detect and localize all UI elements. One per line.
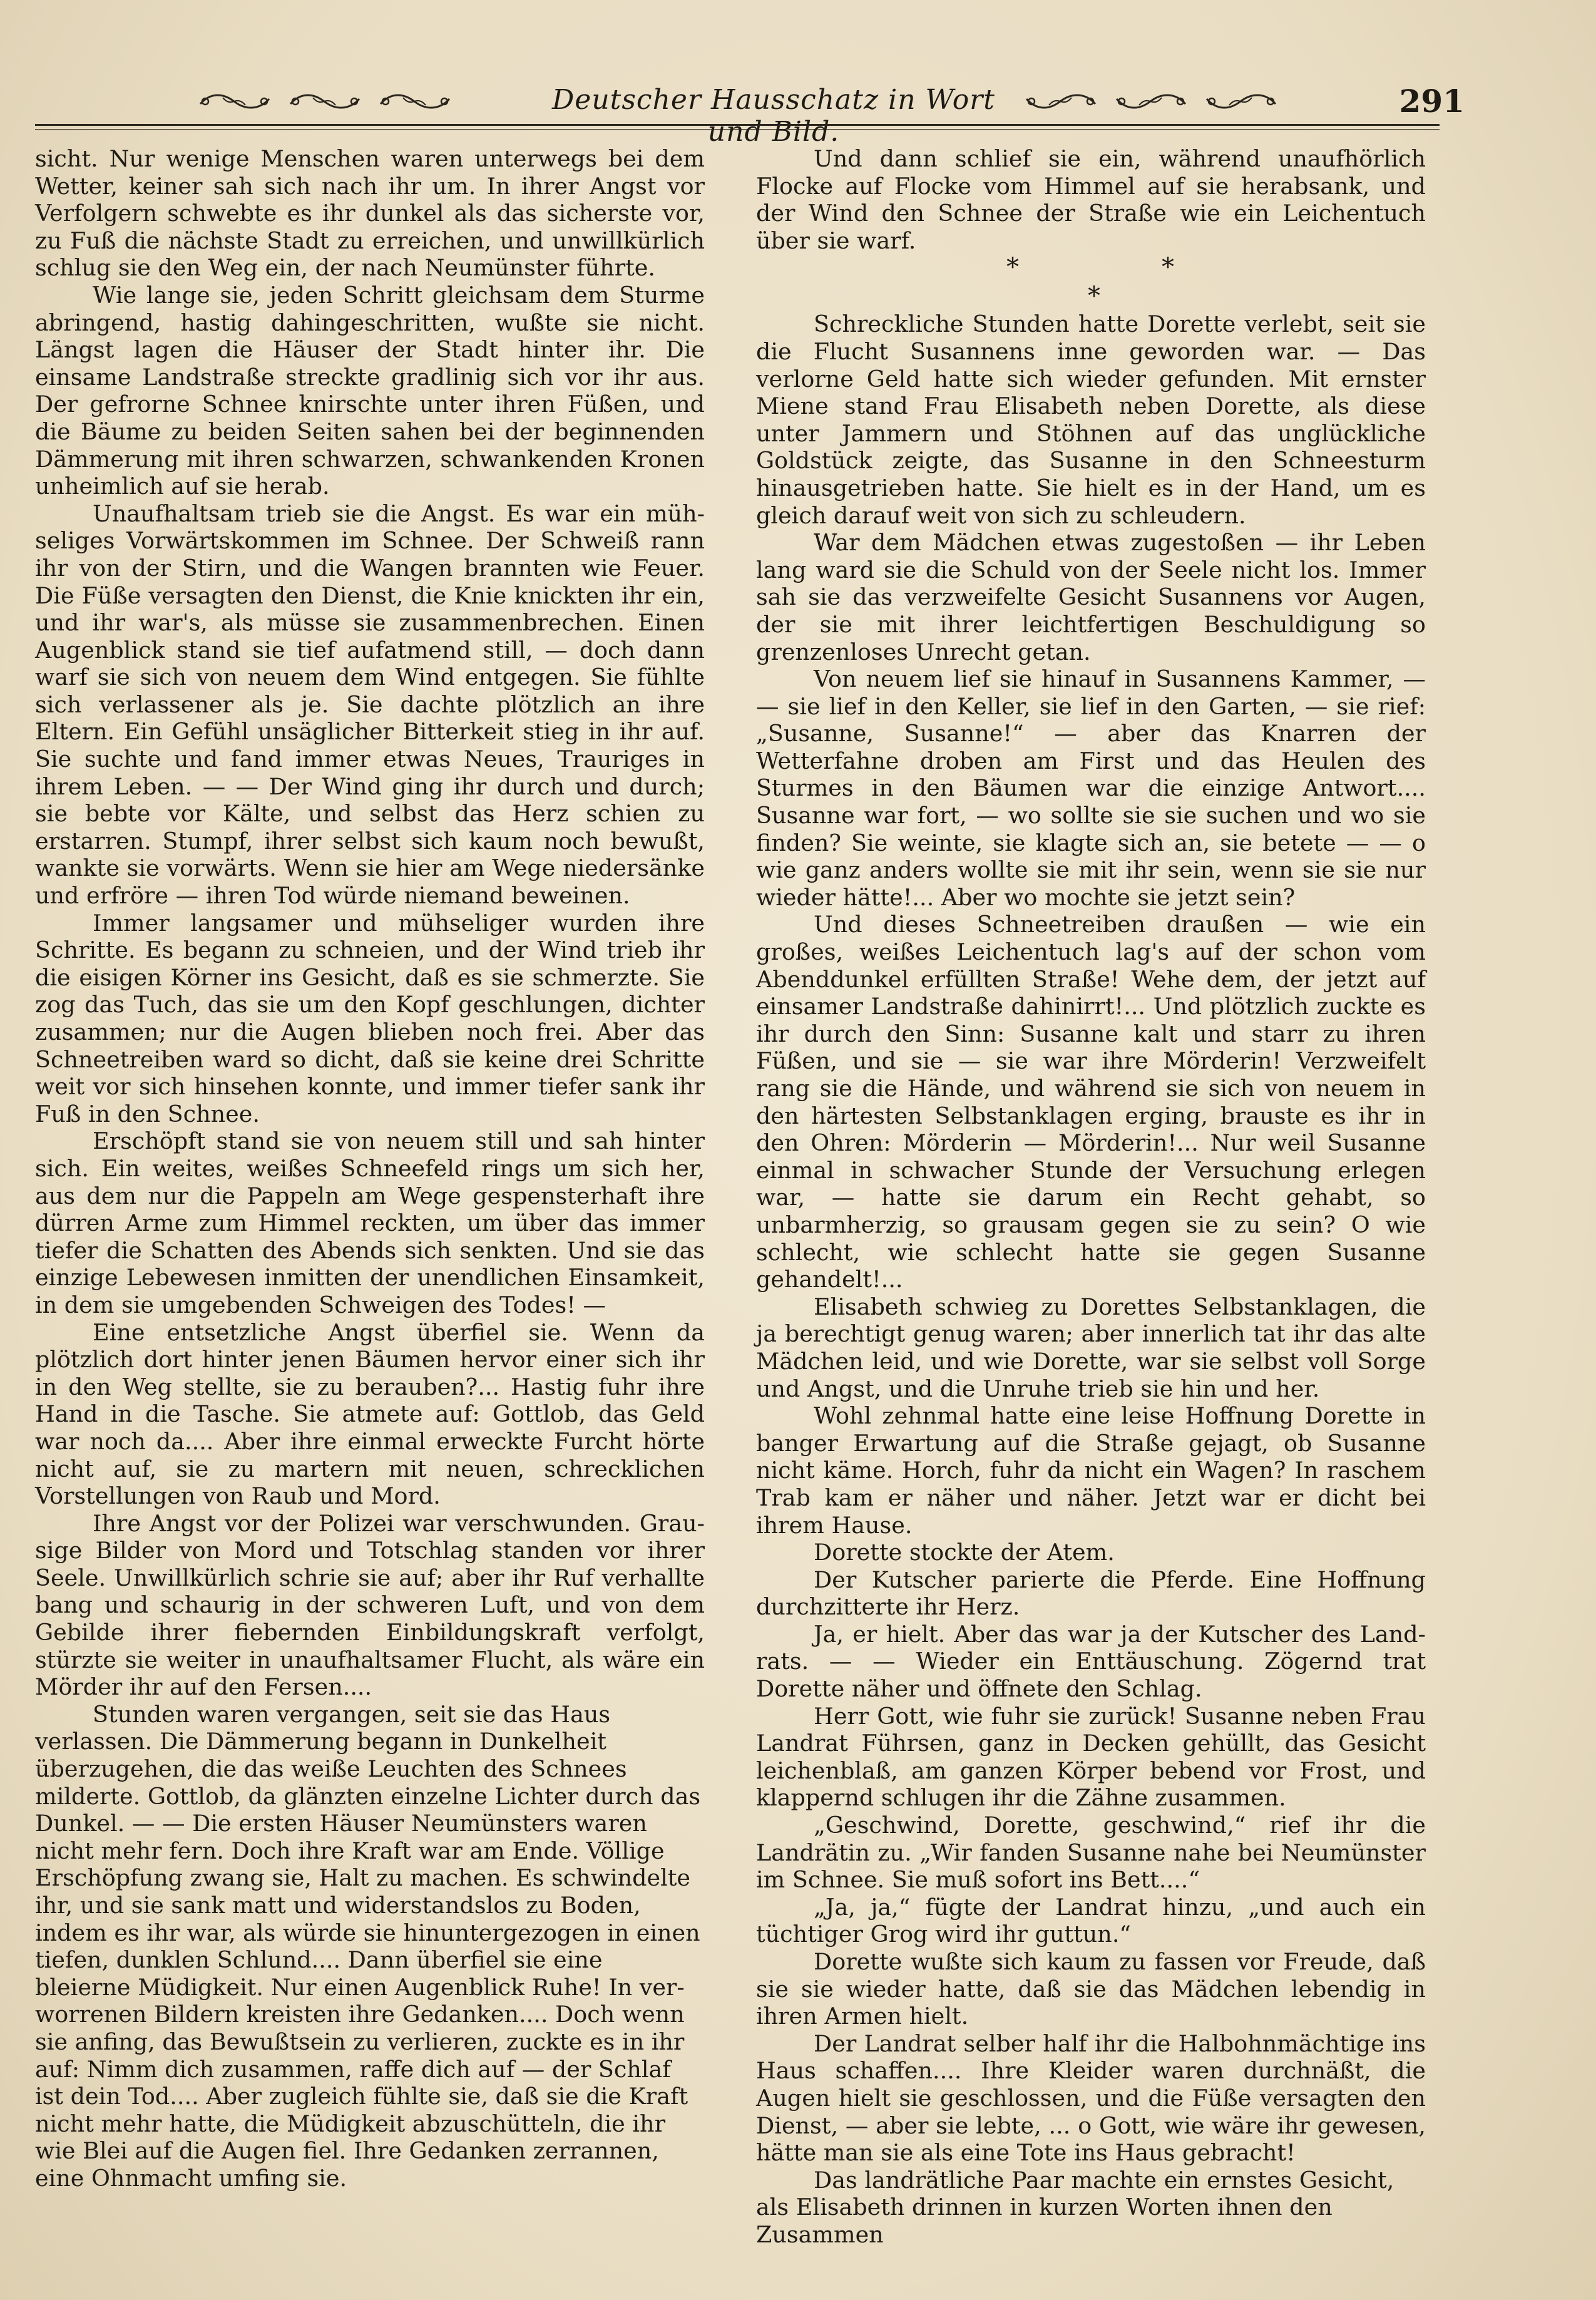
page-number: 291	[1399, 83, 1465, 120]
section-separator	[756, 254, 1426, 311]
paragraph: Das landrätliche Paar machte ein ernstes Gesicht, als Elisabeth drinnen in kurzen Worten ihnen den Zusammen	[756, 2166, 1394, 2248]
paragraph: Dorette wußte sich kaum zu fassen vor Freude, daß sie sie wieder hatte, daß sie das Mädchen lebendig in ihren Armen hielt.	[756, 1948, 1426, 2030]
paragraph: „Ja, ja,“ fügte der Landrat hinzu, „und auch ein tüchtiger Grog wird ihr guttun.“	[756, 1893, 1426, 1948]
paragraph: Ihre Angst vor der Polizei war verschwunden. Grausige Bilder von Mord und Totschlag standen vor ihrer Seele. Unwillkürlich schrie sie auf; aber ihr Ruf verhallte bang und schaurig in der schweren Luft, und von dem Gebilde ihrer fiebernden Einbildungskraft verfolgt, stürzte sie weiter in unaufhaltsamer Flucht, als wäre ein Mörder ihr auf den Fersen....	[35, 1509, 705, 1701]
paragraph: „Geschwind, Dorette, geschwind,“ rief ihr die Landrätin zu. „Wir fanden Susanne nahe bei Neumünster im Schnee. Sie muß sofort ins Bett....“	[756, 1812, 1426, 1894]
paragraph: Stunden waren vergangen, seit sie das Haus verlassen. Die Dämmerung begann in Dunkelheit überzugehen, die das weiße Leuchten des Schnees milderte. Gottlob, da glänzten einzelne Lichter durch das Dunkel. — — Die ersten Häuser Neumünsters waren nicht mehr fern. Doch ihre Kraft war am Ende. Völlige Erschöpfung zwang sie, Halt zu machen. Es schwindelte ihr, und sie sank matt und widerstandslos zu Boden, indem es ihr war, als würde sie hinuntergezogen in einen tiefen, dunklen Schlund.... Dann überfiel sie eine bleierne Müdigkeit. Nur einen Augenblick Ruhe! In verworrenen Bildern kreisten ihre Gedanken.... Doch wenn sie anfing, das Bewußtsein zu verlieren, zuckte es in ihr auf: Nimm dich zusammen, raffe dich auf — der Schlaf ist dein Tod.... Aber zugleich fühlte sie, daß sie die Kraft nicht mehr hatte, die Müdigkeit abzuschütteln, die ihr wie Blei auf die Augen fiel. Ihre Gedanken zerrannen, eine Ohnmacht umfing sie.	[35, 1700, 701, 2192]
header-rule-thin	[35, 129, 1440, 130]
header-rule	[35, 124, 1440, 126]
paragraph: Und dieses Schneetreiben draußen — wie ein großes, weißes Leichentuch lag's auf der schon vom Abenddunkel erfüllten Straße! Wehe dem, der jetzt auf einsamer Landstraße dahinirrt!... Und plötzlich zuckte es ihr durch den Sinn: Susanne kalt und starr zu ihren Füßen, und sie — sie war ihre Mörderin! Verzweifelt rang sie die Hände, und während sie sich von neuem in den härtesten Selbstanklagen erging, brauste es ihr in den Ohren: Mörderin — Mörderin!... Nur weil Susanne einmal in schwacher Stunde der Versuchung erlegen war, — hatte sie darum ein Recht gehabt, so unbarmherzig, so grausam gegen sie zu sein? O wie schlecht, wie schlecht hatte sie gegen Susanne gehandelt!...	[756, 911, 1426, 1293]
paragraph: Elisabeth schwieg zu Dorettes Selbstanklagen, die ja berechtigt genug waren; aber innerlich tat ihr das alte Mädchen leid, und wie Dorette, war sie selbst voll Sorge und Angst, und die Unruhe trieb sie hin und her.	[756, 1293, 1426, 1402]
paragraph: Herr Gott, wie fuhr sie zurück! Susanne neben Frau Landrat Führsen, ganz in Decken gehüllt, das Gesicht leichenblaß, am ganzen Körper bebend vor Frost, und klappernd schlugen ihr die Zähne zusammen.	[756, 1702, 1426, 1812]
paragraph: Der Landrat selber half ihr die Halbohnmächtige ins Haus schaffen.... Ihre Kleider waren durchnäßt, die Augen hielt sie geschlossen, und die Füße versagten den Dienst, — aber sie lebte, ... o Gott, wie wäre ihr gewesen, hätte man sie als eine Tote ins Haus gebracht!	[756, 2030, 1426, 2167]
paragraph: Wohl zehnmal hatte eine leise Hoffnung Dorette in banger Erwartung auf die Straße gejagt, ob Susanne nicht käme. Horch, fuhr da nicht ein Wagen? In raschem Trab kam er näher und näher. Jetzt war er dicht bei ihrem Hause.	[756, 1402, 1426, 1539]
paragraph: Wie lange sie, jeden Schritt gleichsam dem Sturme abringend, hastig dahingeschritten, wußte sie nicht. Längst lagen die Häuser der Stadt hinter ihr. Die einsame Landstraße streckte gradlinig sich vor ihr aus. Der gefrorne Schnee knirschte unter ihren Füßen, und die Bäume zu beiden Seiten sahen bei der beginnenden Dämmerung mit ihren schwarzen, schwankenden Kronen unheimlich auf sie herab.	[35, 281, 705, 500]
left-column	[35, 145, 705, 2211]
scroll-ornament-icon	[1114, 90, 1188, 113]
paragraph: Ja, er hielt. Aber das war ja der Kutscher des Landrats. — — Wieder ein Enttäuschung. Zögernd trat Dorette näher und öffnete den Schlag.	[756, 1620, 1426, 1703]
scroll-ornament-icon	[1204, 90, 1278, 113]
paragraph: Der Kutscher parierte die Pferde. Eine Hoffnung durchzitterte ihr Herz.	[756, 1566, 1426, 1621]
header-ornaments-right	[1024, 90, 1278, 113]
page-header-title: Deutscher Hausschatz in Wort und Bild.	[552, 84, 995, 148]
separator-star: *	[1162, 253, 1174, 282]
paragraph: Schreckliche Stunden hatte Dorette verlebt, seit sie die Flucht Susannens inne geworden war. — Das verlorne Geld hatte sich wieder gefunden. Mit ernster Miene stand Frau Elisabeth neben Dorette, als diese unter Jammern und Stöhnen auf das unglückliche Goldstück zeigte, das Susanne in den Schneesturm hinausgetrieben hatte. Sie hielt es in der Hand, um es gleich darauf weit von sich zu schleudern.	[756, 311, 1426, 529]
paragraph: Und dann schlief sie ein, während unaufhörlich Flocke auf Flocke vom Himmel auf sie herabsank, und der Wind den Schnee der Straße wie ein Leichentuch über sie warf.	[756, 145, 1426, 254]
scroll-ornament-icon	[288, 90, 362, 113]
paragraph: War dem Mädchen etwas zugestoßen — ihr Leben lang ward sie die Schuld von der Seele nicht los. Immer sah sie das verzweifelte Gesicht Susannens vor Augen, der sie mit ihrer leichtfertigen Beschuldigung so grenzenloses Unrecht getan.	[756, 529, 1426, 665]
separator-star: *	[1006, 253, 1019, 282]
paragraph: Von neuem lief sie hinauf in Susannens Kammer, — — sie lief in den Keller, sie lief in den Garten, — sie rief: „Susanne, Susanne!“ — aber das Knarren der Wetterfahne droben am First und das Heulen des Sturmes in den Bäumen war die einzige Antwort.... Susanne war fort, — wo sollte sie sie suchen und wo sie finden? Sie weinte, sie klagte sich an, sie betete — — o wie ganz anders wollte sie mit ihr sein, wenn sie sie nur wieder hätte!... Aber wo mochte sie jetzt sein?	[756, 665, 1426, 911]
paragraph: Eine entsetzliche Angst überfiel sie. Wenn da plötzlich dort hinter jenen Bäumen hervor einer sich ihr in den Weg stellte, sie zu berauben?... Hastig fuhr ihre Hand in die Tasche. Sie atmete auf: Gottlob, das Geld war noch da.... Aber ihre einmal erweckte Furcht hörte nicht auf, sie zu martern mit neuen, schrecklichen Vorstellungen von Raub und Mord.	[35, 1318, 705, 1510]
paragraph: Immer langsamer und mühseliger wurden ihre Schritte. Es begann zu schneien, und der Wind trieb ihr die eisigen Körner ins Gesicht, daß es sie schmerzte. Sie zog das Tuch, das sie um den Kopf geschlungen, dichter zusammen; nur die Augen blieben noch frei. Aber das Schneetreiben ward so dicht, daß sie keine drei Schritte weit vor sich hinsehen konnte, und immer tiefer sank ihr Fuß in den Schnee.	[35, 909, 705, 1127]
right-column	[756, 145, 1426, 2248]
paragraph: Erschöpft stand sie von neuem still und sah hinter sich. Ein weites, weißes Schneefeld rings um sich her, aus dem nur die Pappeln am Wege gespensterhaft ihre dürren Arme zum Himmel reckten, um über das immer tiefer die Schatten des Abends sich senkten. Und sie das einzige Lebewesen inmitten der unendlichen Einsamkeit, in dem sie umgebenden Schweigen des Todes! —	[35, 1127, 705, 1318]
header-ornaments-left	[198, 90, 452, 113]
scroll-ornament-icon	[1024, 90, 1098, 113]
separator-star: *	[1088, 282, 1100, 311]
paragraph: sicht. Nur wenige Menschen waren unterwegs bei dem Wetter, keiner sah sich nach ihr um. In ihrer Angst vor Verfolgern schwebte es ihr dunkel als das sicherste vor, zu Fuß die nächste Stadt zu erreichen, und unwillkürlich schlug sie den Weg ein, der nach Neumünster führte.	[35, 145, 705, 282]
page-header	[35, 80, 1465, 148]
scroll-ornament-icon	[378, 90, 452, 113]
paragraph: Dorette stockte der Atem.	[814, 1539, 1115, 1566]
paragraph: Unaufhaltsam trieb sie die Angst. Es war ein mühseliges Vorwärtskommen im Schnee. Der Schweiß rann ihr von der Stirn, und die Wangen brannten wie Feuer. Die Füße versagten den Dienst, die Knie knickten ihr ein, und ihr war's, als müsse sie zusammenbrechen. Einen Augenblick stand sie tief aufatmend still, — doch dann warf sie sich von neuem dem Wind entgegen. Sie fühlte sich verlassener als je. Sie dachte plötzlich an ihre Eltern. Ein Gefühl unsäglicher Bitterkeit stieg in ihr auf. Sie suchte und fand immer etwas Neues, Trauriges in ihrem Leben. — — Der Wind ging ihr durch und durch; sie bebte vor Kälte, und selbst das Herz schien zu erstarren. Stumpf, ihrer selbst sich kaum noch bewußt, wankte sie vorwärts. Wenn sie hier am Wege niedersänke und erfröre — ihren Tod würde niemand beweinen.	[35, 500, 705, 910]
scroll-ornament-icon	[198, 90, 272, 113]
